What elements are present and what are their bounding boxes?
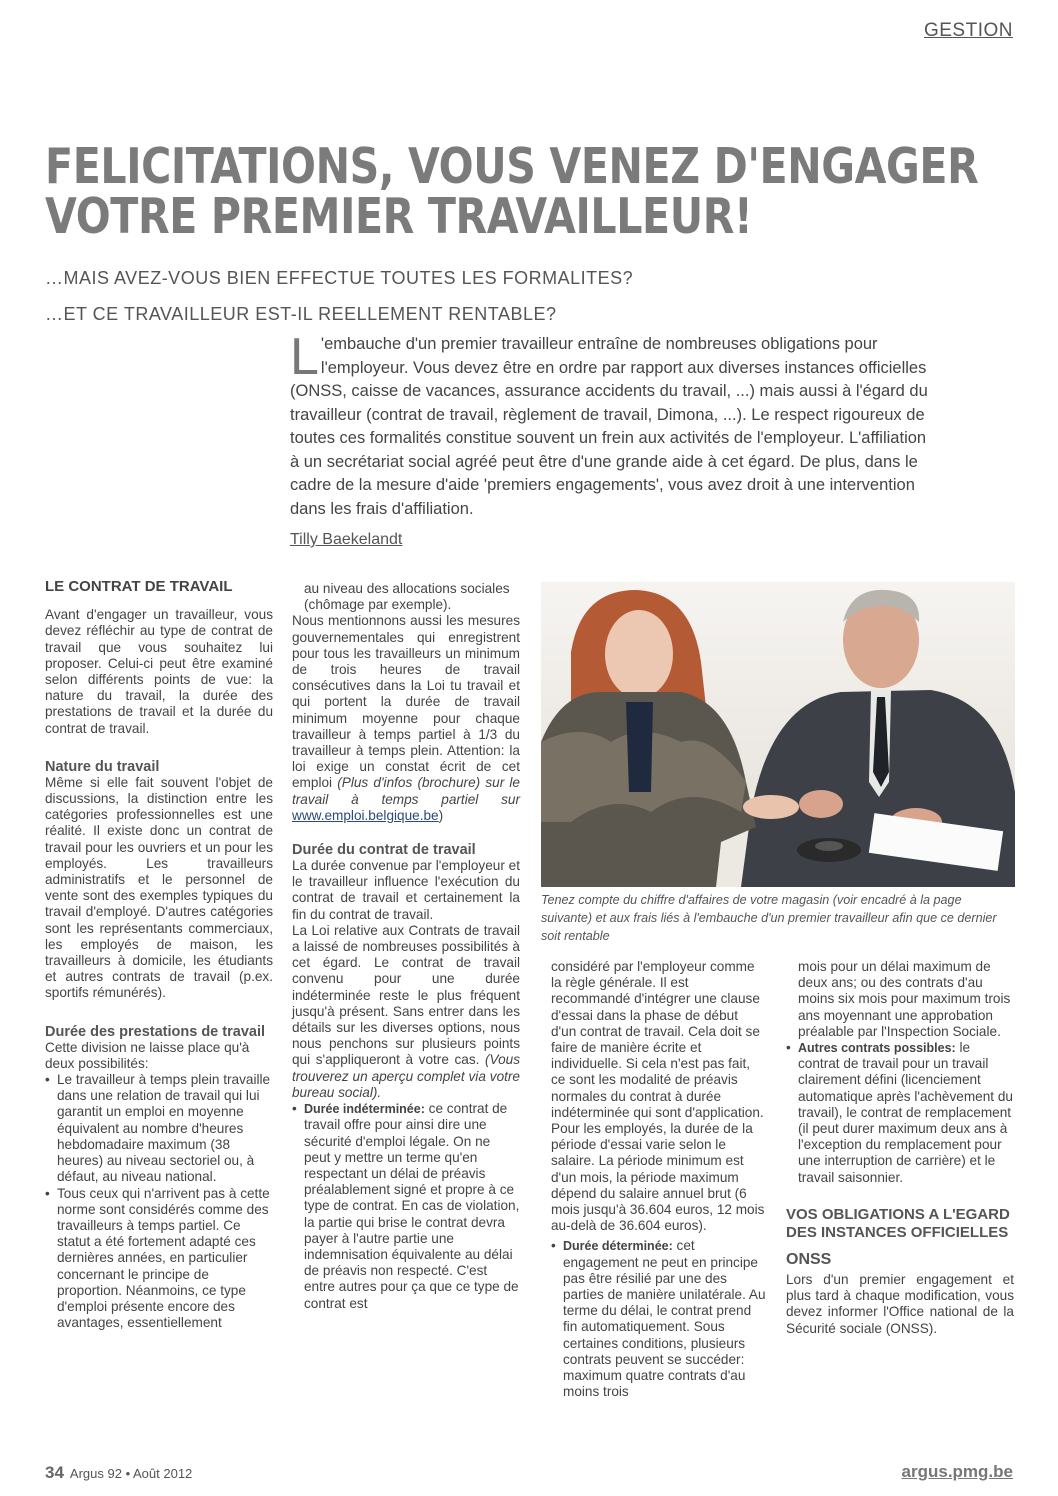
bullet-text: le contrat de travail pour un travail clairement défini (licenciement automatique après l'achèvement du travail), le contrat de remplacement (il peut durer maximum deux ans à l'exception du remplacement pour une interruption de carrière) et le travail saisonnier. xyxy=(798,1040,1013,1185)
paragraph-italic: (Plus d'infos (brochure) sur le travail à temps partiel sur xyxy=(292,775,520,807)
subheading-duree-contrat: Durée du contrat de travail xyxy=(292,842,476,859)
bullet-text: ce contrat de travail offre pour ainsi dire une sécurité d'emploi légale. On ne peut y mettre un terme qu'en respectant un délai de préavis préalablement signé et propre à ce type de contrat. En cas de violation, la partie qui brise le contrat devra payer à l'autre partie une indemnisation équivalente au délai de préavis non respecté. C'est entre autres pour ça que ce type de contrat est xyxy=(304,1101,520,1311)
bullet-item xyxy=(551,1238,766,1400)
title-line-2: VOTRE PREMIER TRAVAILLEUR! xyxy=(45,188,753,245)
bullet-label: Durée indéterminée: xyxy=(304,1102,425,1117)
section-heading-contrat: LE CONTRAT DE TRAVAIL xyxy=(45,578,233,595)
photo-caption: Tenez compte du chiffre d'affaires de votre magasin (voir encadré à la page suivante) et aux frais liés à l'embauche d'un premier travailleur afin que ce dernier soit rentable xyxy=(541,893,997,943)
bullet-item xyxy=(292,1101,520,1312)
paragraph-continued: mois pour un délai maximum de deux ans; ou des contrats d'au moins six mois pour maximum trois ans moyennant une approbation préalable par l'Inspection Sociale. xyxy=(798,959,1011,1039)
article-title xyxy=(45,138,1011,245)
paragraph: La durée convenue par l'employeur et le travailleur influence l'exécution du contrat de travail et certainement la fin du contrat de travail. xyxy=(292,858,520,922)
drop-cap: L xyxy=(290,328,319,386)
subheading-onss: ONSS xyxy=(786,1250,832,1268)
paragraph: considéré par l'employeur comme la règle générale. Il est recommandé d'intégrer une clause d'essai dans la phase de début d'un contrat de travail. Cela doit se faire de manière écrite et individuelle. Si cela n'est pas fait, ce sont les modalité de préavis normales du contrat à durée indéterminée qui sont d'application. Pour les employés, la durée de la période d'essai varie selon le salaire. La période minimum est d'un mois, la période maximum dépend du salaire annuel brut (6 mois jusqu'à 36.604 euros, 12 mois au-delà de 36.604 euros). xyxy=(551,959,765,1234)
paragraph: Même si elle fait souvent l'objet de discussions, la distinction entre les catégories professionnelles est une réalité. Il existe donc un contrat de travail pour les ouvriers et un pour les employés. Les travailleurs administratifs et le personnel de vente sont des exemples typiques du travail d'employé. D'autres catégories sont les représentants commerciaux, les employés de maison, les travailleurs à domicile, les étudiants et autres contrats de travail (p.ex. sportifs rémunérés). xyxy=(45,774,273,1001)
paragraph-continued: au niveau des allocations sociales (chômage par exemple). xyxy=(304,581,510,613)
photo-illustration xyxy=(541,582,1015,887)
paragraph-text: Nous mentionnons aussi les mesures gouvernementales qui enregistrent pour tous les travailleurs un minimum de trois heures de travail consécutives dans la Loi tu travail et qui portent la durée de travail minimum moyenne pour chaque travailleur à temps partiel à 1/3 du travailleur à temps plein. Attention: la loi exige un constat écrit de cet emploi xyxy=(292,613,520,791)
footer-site-link[interactable]: argus.pmg.be xyxy=(901,1462,1013,1481)
column-2 xyxy=(292,581,520,1312)
article-photo xyxy=(541,582,1015,887)
paragraph: Avant d'engager un travailleur, vous devez réfléchir au type de contrat de travail que vous souhaitez lui proposer. Celui-ci peut être examiné selon différents points de vue: la nature du travail, la durée des prestations de travail et la durée du contrat de travail. xyxy=(45,607,273,736)
footer-issue xyxy=(45,1463,192,1483)
paragraph xyxy=(292,923,520,1101)
subheading-nature: Nature du travail xyxy=(45,758,160,775)
paragraph-text: La Loi relative aux Contrats de travail a laissé de nombreuses possibilités à cet égard. Le contrat de travail convenu pour une durée indéterminée reste le plus fréquent jusqu'à présent. Sans entrer dans les détails sur les diverses options, nous nous penchons sur plusieurs points qui s'appliqueront à votre cas. xyxy=(292,922,520,1068)
subtitle-1: …MAIS AVEZ-VOUS BIEN EFFECTUE TOUTES LES FORMALITES? xyxy=(45,268,634,288)
column-4 xyxy=(786,959,1014,1337)
subheading-duree-prestations: Durée des prestations de travail xyxy=(45,1023,265,1040)
paragraph-italic: (Vous trouverez un aperçu complet via votre bureau social). xyxy=(292,1052,520,1100)
bullet-item: • Le travailleur à temps plein travaille dans une relation de travail qui lui garantit un emploi en moyenne équivalent au nombre d'heures hebdomadaire maximum (38 heures) au niveau sectoriel ou, à défaut, au niveau national. xyxy=(45,1072,273,1185)
bullet-label: Autres contrats possibles: xyxy=(798,1041,956,1056)
subtitle-2: …ET CE TRAVAILLEUR EST-IL REELLEMENT RENTABLE? xyxy=(45,304,557,324)
column-3 xyxy=(551,959,766,1400)
column-1 xyxy=(45,579,273,1331)
paragraph-close: ) xyxy=(438,807,444,823)
bullet-text: cet engagement ne peut en principe pas être résilié par une des parties de manière unilatérale. Au terme du délai, le contrat prend fin automatiquement. Sous certaines conditions, plusieurs contrats peuvent se succéder: maximum quatre contrats d'au moins trois xyxy=(563,1238,766,1400)
issue-info: Argus 92 • Août 2012 xyxy=(69,1466,193,1481)
bullet-label: Durée déterminée: xyxy=(563,1239,673,1254)
emploi-link[interactable]: www.emploi.belgique.be xyxy=(292,807,439,823)
paragraph: Cette division ne laisse place qu'à deux possibilités: xyxy=(45,1039,250,1071)
paragraph xyxy=(292,613,520,824)
intro-text: 'embauche d'un premier travailleur entraîne de nombreuses obligations pour l'employeur. Vous devez être en ordre par rapport aux diverses instances officielles (ONSS, caisse de vacances, assurance accidents du travail, ...) mais aussi à l'égard du travailleur (contrat de travail, règlement de travail, Dimona, ...). Le respect rigoureux de toutes ces formalités constitue souvent un frein aux activités de l'employeur. L'affiliation à un secrétariat social agréé peut être d'une grande aide à cet égard. De plus, dans le cadre de la mesure d'aide 'premiers engagements', vous avez droit à une intervention dans les frais d'affiliation. xyxy=(290,335,928,518)
paragraph: Lors d'un premier engagement et plus tard à chaque modification, vous devez informer l'Office national de la Sécurité sociale (ONSS). xyxy=(786,1272,1014,1336)
section-tag: GESTION xyxy=(923,20,1013,41)
intro-paragraph xyxy=(290,328,930,521)
bullet-item xyxy=(786,1040,1014,1186)
title-line-1: FELICITATIONS, VOUS VENEZ D'ENGAGER xyxy=(45,138,979,195)
bullet-item: • Tous ceux qui n'arrivent pas à cette norme sont considérés comme des travailleurs à temps partiel. Ce statut a été fortement adapté ces dernières années, en particulier concernant le principe de proportion. Néanmoins, ce type d'emploi présente encore des avantages, essentiellement xyxy=(45,1186,273,1332)
author-byline: Tilly Baekelandt xyxy=(290,531,403,548)
section-heading-obligations: VOS OBLIGATIONS A L'EGARD DES INSTANCES OFFICIELLES xyxy=(786,1205,1010,1241)
page-number: 34 xyxy=(45,1463,64,1482)
